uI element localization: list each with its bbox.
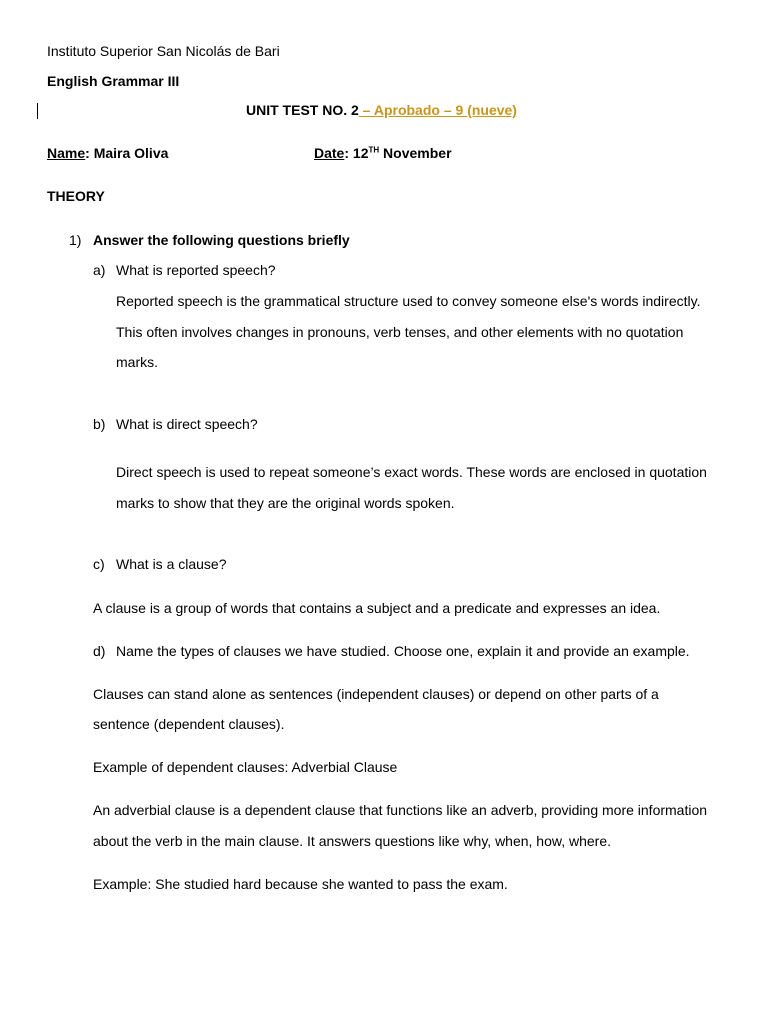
answer-d-line: Clauses can stand alone as sentences (independent clauses) or depend on other parts of a [93, 686, 659, 702]
date-prefix: : 12 [344, 145, 369, 161]
subquestion-c-marker: c) [93, 556, 105, 572]
explanation-line: about the verb in the main clause. It answers questions like why, when, how, where. [93, 833, 612, 849]
name-label: Name [47, 145, 86, 161]
subquestion-d-marker: d) [93, 643, 106, 659]
institution-name: Instituto Superior San Nicolás de Bari [47, 43, 280, 59]
test-title: UNIT TEST NO. 2 [246, 102, 359, 118]
answer-d-line: sentence (dependent clauses). [93, 716, 285, 732]
answer-c: A clause is a group of words that contains a subject and a predicate and expresses an idea. [93, 600, 661, 616]
question-number: 1) [69, 232, 82, 248]
answer-b-line: Direct speech is used to repeat someone’s exact words. These words are enclosed in quotation [116, 464, 707, 480]
subquestion-b-marker: b) [93, 416, 106, 432]
section-title: THEORY [47, 188, 105, 204]
test-title-line [246, 101, 517, 119]
example-intro: Example of dependent clauses: Adverbial Clause [93, 759, 398, 775]
name-value: : Maira Oliva [85, 145, 169, 161]
date-suffix: November [379, 145, 452, 161]
question-title: Answer the following questions briefly [93, 232, 350, 248]
explanation-line: An adverbial clause is a dependent clause that functions like an adverb, providing more information [93, 802, 708, 818]
answer-a-line: This often involves changes in pronouns, verb tenses, and other elements with no quotation [116, 324, 684, 340]
answer-a-line: Reported speech is the grammatical structure used to convey someone else's words indirectly. [116, 293, 701, 309]
course-name: English Grammar III [47, 73, 180, 89]
answer-b-line: marks to show that they are the original words spoken. [116, 495, 455, 511]
subquestion-c-text: What is a clause? [116, 556, 227, 572]
date-superscript: TH [368, 145, 380, 155]
student-name [47, 144, 168, 162]
answer-a-line: marks. [116, 354, 158, 370]
subquestion-a-text: What is reported speech? [116, 262, 276, 278]
date-label: Date [314, 145, 345, 161]
subquestion-d-text: Name the types of clauses we have studied. Choose one, explain it and provide an example. [116, 643, 690, 659]
subquestion-a-marker: a) [93, 262, 106, 278]
test-date [314, 144, 452, 162]
text-cursor [37, 103, 38, 119]
subquestion-b-text: What is direct speech? [116, 416, 258, 432]
example-sentence: Example: She studied hard because she wanted to pass the exam. [93, 876, 508, 892]
grade-note: – Aprobado – 9 (nueve) [358, 102, 517, 118]
